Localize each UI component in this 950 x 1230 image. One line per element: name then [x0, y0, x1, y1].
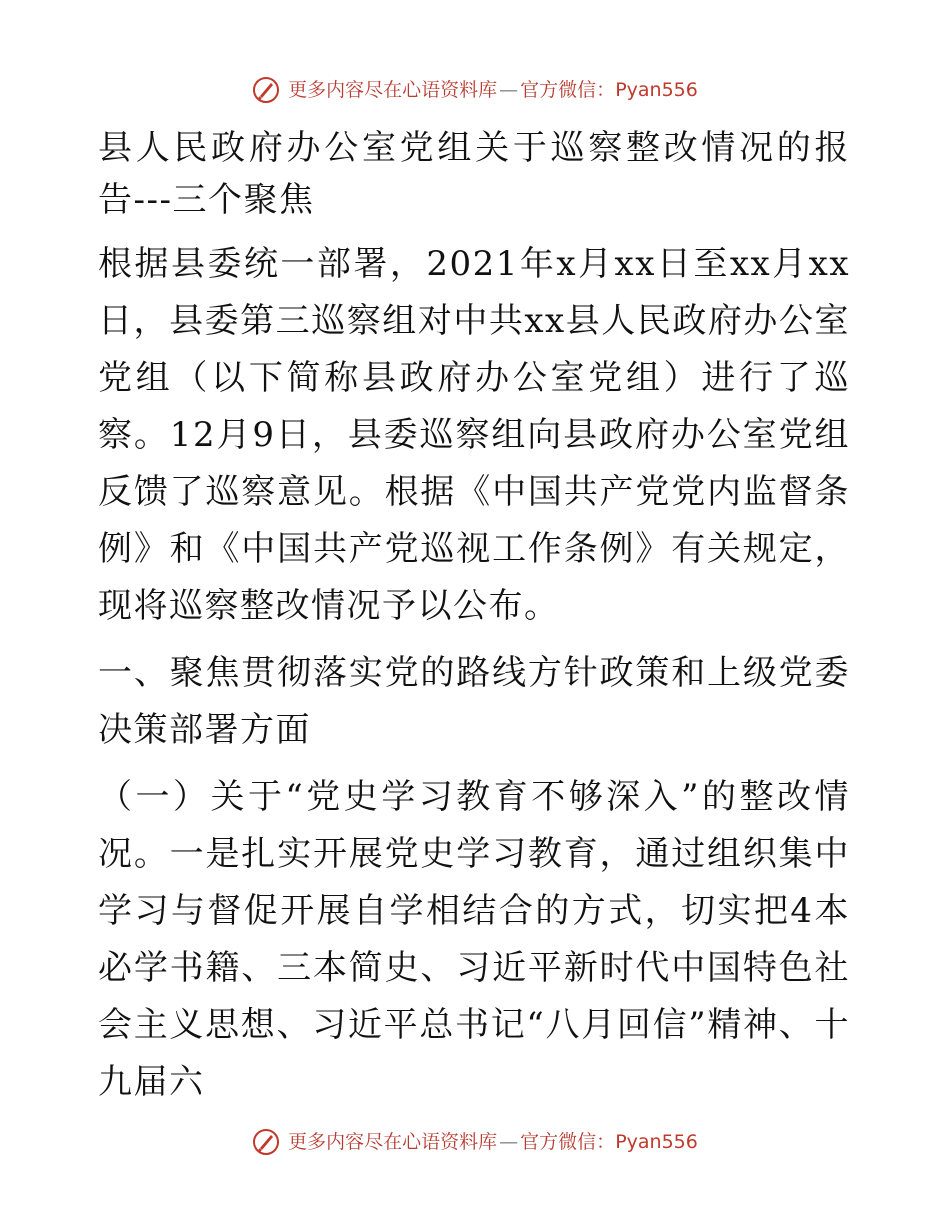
watermark-header: [0, 76, 950, 104]
document-title: 县人民政府办公室党组关于巡察整改情况的报告---三个聚焦: [98, 128, 850, 220]
watermark-wechat-id: Pyan556: [615, 1131, 698, 1153]
watermark-footer: [0, 1128, 950, 1156]
watermark-wechat-id: Pyan556: [615, 79, 698, 101]
quill-seal-icon: [252, 1128, 280, 1156]
section-paragraph: （一）关于“党史学习教育不够深入”的整改情况。一是扎实开展党史学习教育，通过组织集中学习与督促开展自学相结合的方式，切实把4本必学书籍、三本简史、习近平新时代中国特色社会主义思想、习近平总书记“八月回信”精神、十九届六: [98, 777, 850, 1102]
quill-seal-icon: [252, 76, 280, 104]
document-body: [98, 122, 850, 1111]
section-heading: 一、聚焦贯彻落实党的路线方针政策和上级党委决策部署方面: [98, 653, 850, 750]
watermark-wechat-label: 官方微信：: [520, 1131, 616, 1153]
watermark-text: 更多内容尽在心语资料库: [288, 79, 498, 101]
watermark-text: 更多内容尽在心语资料库: [288, 1131, 498, 1153]
intro-paragraph: 根据县委统一部署，2021年x月xx日至xx月xx日，县委第三巡察组对中共xx县人民政府办公室党组（以下简称县政府办公室党组）进行了巡察。12月9日，县委巡察组向县政府办公室党组反馈了巡察意见。根据《中国共产党党内监督条例》和《中国共产党巡视工作条例》有关规定，现将巡察整改情况予以公布。: [98, 244, 850, 626]
watermark-wechat-label: 官方微信：: [520, 79, 616, 101]
watermark-separator: —: [499, 79, 519, 101]
watermark-separator: —: [499, 1131, 519, 1153]
